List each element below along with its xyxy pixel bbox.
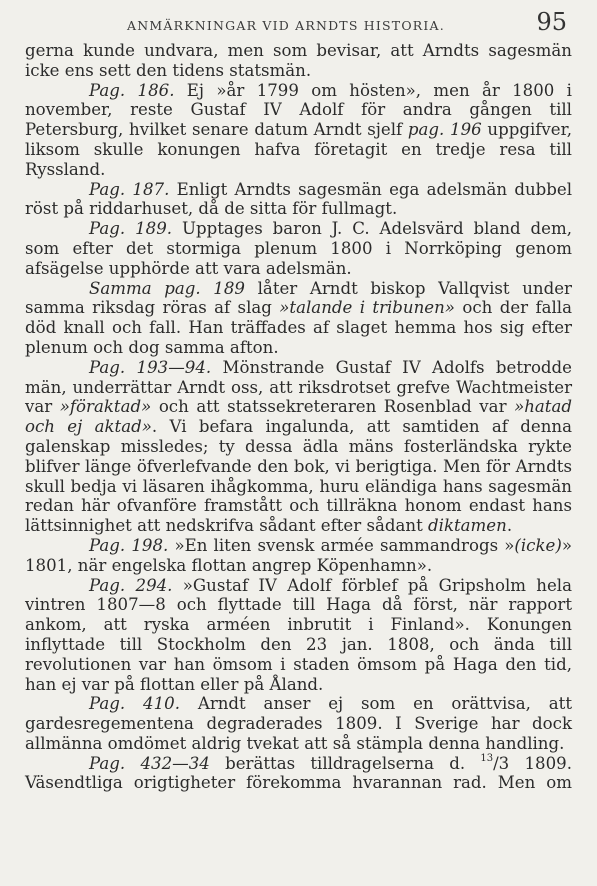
paragraph: Pag. 432—34 berättas tilldragelserna d. $^{13}$/3 1809. Väsendtliga origtigheter förekomma hvarannan rad. Men om <box>25 753 572 793</box>
page-reference: Pag. 189. <box>89 219 173 239</box>
paragraph: Pag. 187. Enligt Arndts sagesmän ega adelsmän dubbel röst på riddarhuset, då de sitta för fullmagt. <box>25 179 573 219</box>
paragraph: Pag. 294. »Gustaf IV Adolf förblef på Gripsholm hela vintren 1807—8 och flyttade till Haga då först, när rapport ankom, att ryska arméen inbrutit i Finland». Konungen inflyttade till Stockholm den 23 jan. 1808, och ända till revolutionen var han ömsom i staden ömsom på Haga den tid, han ej var på flottan eller på Åland. <box>25 575 572 694</box>
italic-quote: (icke) <box>514 535 562 555</box>
page-reference: pag. 196 <box>407 120 482 140</box>
paragraph: Pag. 410. Arndt anser ej som en orättvisa, att gardesregementena degraderades 1809. I Sverige har dock allmänna omdömet aldrig tvekat att så stämpla denna handling. <box>25 694 573 753</box>
running-header <box>25 6 567 42</box>
body-text <box>25 41 572 793</box>
paragraph: Pag. 193—94. Mönstrande Gustaf IV Adolfs betrodde män, underrättar Arndt oss, att riksdrotset grefve Wachtmeister var »föraktad» och att statssekreteraren Rosenblad var »hatad och ej aktad». Vi befara ingalunda, att samtiden af denna galenskap missledes; ty dessa ädla mäns fosterländska rykte blifver länge öfverlefvande den bok, vi berigtiga. Men för Arndts skull bedja vi läsaren ihågkomma, huru eländiga hans sagesmän redan här ofvanföre framstått och tillräkna honom endast hans lättsinnighet att nedskrifva sådant efter sådant diktamen. <box>25 357 573 536</box>
italic-quote: »hatad och ej aktad» <box>25 397 572 437</box>
paragraph: Pag. 186. Ej »år 1799 om hösten», men år 1800 i november, reste Gustaf IV Adolf för andra gången till Petersburg, hvilket senare datum Arndt sjelf pag. 196 uppgifver, liksom skulle konungen hafva företagit en tredje resa till Ryssland. <box>25 80 572 179</box>
page-reference: Samma pag. 189 <box>89 278 245 298</box>
page-number: 95 <box>536 8 567 36</box>
page-reference: Pag. 294. <box>89 575 173 595</box>
italic-quote: »talande i tribunen» <box>279 298 455 318</box>
page-reference: Pag. 410. <box>89 694 180 714</box>
page-reference: Pag. 187. <box>89 179 170 199</box>
paragraph: Pag. 198. »En liten svensk armée sammandrogs »(icke)» 1801, när engelska flottan angrep Köpenhamn». <box>25 535 572 575</box>
page-reference: Pag. 432—34 <box>89 753 210 773</box>
paragraph: Pag. 189. Upptages baron J. C. Adelsvärd bland dem, som efter det stormiga plenum 1800 i Norrköping genom afsägelse upphörde att vara adelsmän. <box>25 219 573 278</box>
page-reference: Pag. 198. <box>89 535 169 555</box>
paragraph: gerna kunde undvara, men som bevisar, att Arndts sagesmän icke ens sett den tidens statsmän. <box>25 41 572 80</box>
paragraph: Samma pag. 189 låter Arndt biskop Vallqvist under samma riksdag röras af slag »talande i tribunen» och der falla död knall och fall. Han träffades af slaget hemma hos sig efter plenum och dog samma afton. <box>25 278 573 357</box>
page-reference: Pag. 186. <box>89 80 175 100</box>
running-title: ANMÄRKNINGAR VID ARNDTS HISTORIA. <box>127 18 445 33</box>
italic-quote: diktamen <box>428 516 507 536</box>
date-superscript: 13 <box>480 753 494 765</box>
italic-quote: »föraktad» <box>59 397 152 417</box>
page-reference: Pag. 193—94. <box>89 357 212 377</box>
